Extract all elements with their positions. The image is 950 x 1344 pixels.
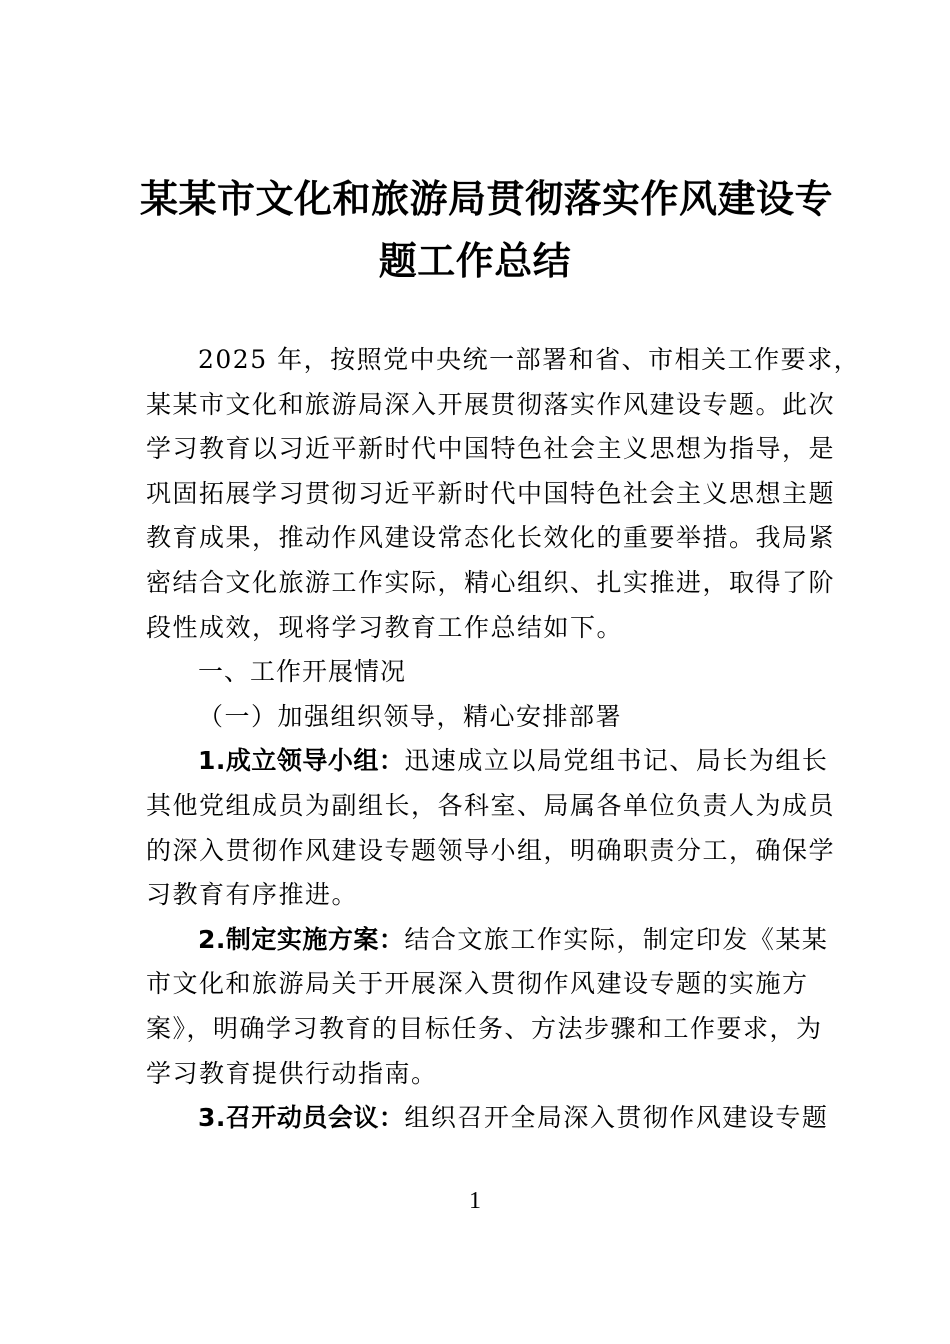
item-1-label: 1.成立领导小组：: [198, 746, 405, 776]
item-3-text: 组织召开全局深入贯彻作风建设专题: [404, 1103, 829, 1133]
intro-line-6: 密结合文化旅游工作实际，精心组织、扎实推进，取得了阶: [146, 567, 836, 597]
section-heading-1: 一、工作开展情况: [198, 657, 407, 687]
intro-line-4: 巩固拓展学习贯彻习近平新时代中国特色社会主义思想主题: [146, 478, 836, 508]
intro-line-5: 教育成果，推动作风建设常态化长效化的重要举措。我局紧: [146, 523, 836, 553]
item-1-line-3: 的深入贯彻作风建设专题领导小组，明确职责分工，确保学: [146, 835, 836, 865]
item-1-line-4: 习教育有序推进。: [146, 880, 359, 910]
item-2-line-4: 学习教育提供行动指南。: [146, 1058, 438, 1088]
item-1-line-2: 其他党组成员为副组长，各科室、局属各单位负责人为成员: [146, 790, 836, 820]
document-title: [140, 168, 834, 292]
item-2-first-line: [146, 918, 829, 963]
title-line-2: 题工作总结: [378, 238, 572, 283]
intro-line-3: 学习教育以习近平新时代中国特色社会主义思想为指导，是: [146, 434, 836, 464]
item-2-text: 结合文旅工作实际，制定印发《某某: [404, 924, 829, 954]
item-1-text: 迅速成立以局党组书记、局长为组长: [404, 746, 829, 776]
intro-line-2: 某某市文化和旅游局深入开展贯彻落实作风建设专题。此次: [146, 389, 836, 419]
title-line-1: 某某市文化和旅游局贯彻落实作风建设专: [140, 176, 834, 221]
document-body: [146, 338, 861, 1141]
page-number: 1: [469, 1188, 481, 1214]
subsection-heading-1: （一）加强组织领导，精心安排部署: [198, 701, 623, 731]
item-3-label: 3.召开动员会议：: [198, 1103, 405, 1133]
item-3-first-line: [146, 1096, 829, 1141]
intro-line-7: 段性成效，现将学习教育工作总结如下。: [146, 612, 624, 642]
item-1-first-line: [146, 739, 829, 784]
item-2-line-3: 案》，明确学习教育的目标任务、方法步骤和工作要求，为: [146, 1013, 823, 1043]
item-2-line-2: 市文化和旅游局关于开展深入贯彻作风建设专题的实施方: [146, 969, 809, 999]
item-2-label: 2.制定实施方案：: [198, 924, 405, 954]
intro-line-1: 2025 年，按照党中央统一部署和省、市相关工作要求，: [198, 345, 861, 374]
